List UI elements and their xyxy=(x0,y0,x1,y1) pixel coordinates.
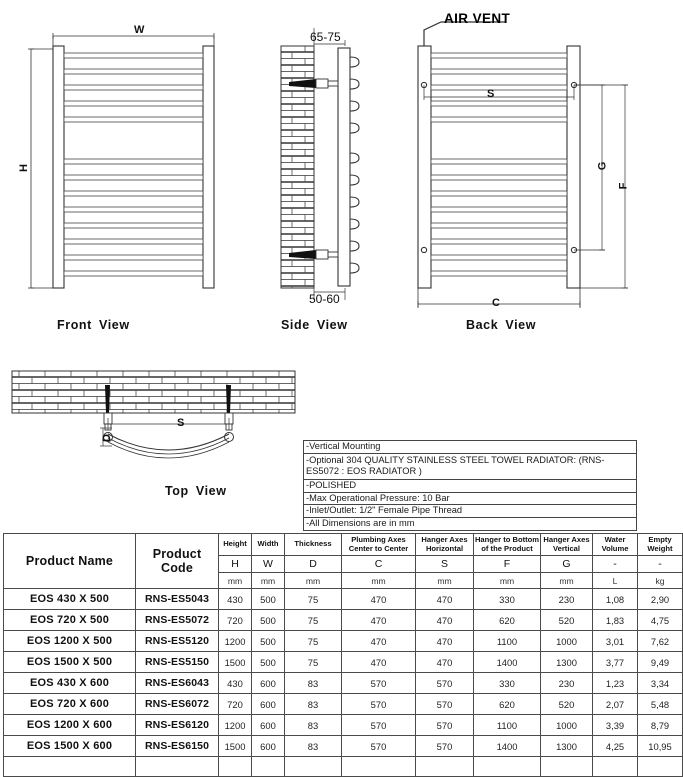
table-row-empty xyxy=(4,757,683,777)
table-row xyxy=(4,736,683,757)
cell-value: 1400 xyxy=(474,652,541,673)
cell-empty xyxy=(252,757,285,777)
cell-empty xyxy=(342,757,416,777)
dimension-label-wall-gap-top: 65-75 xyxy=(310,30,341,44)
cell-value: 230 xyxy=(541,589,593,610)
cell-value: 470 xyxy=(416,589,474,610)
cell-product-name: EOS 430 X 600 xyxy=(4,673,136,694)
dimension-label-w: W xyxy=(134,24,145,36)
header-water-volume: Water Volume xyxy=(593,534,638,556)
side-view-drawing xyxy=(281,28,359,300)
cell-value: 470 xyxy=(416,610,474,631)
cell-value: 7,62 xyxy=(638,631,683,652)
cell-value: 470 xyxy=(416,631,474,652)
header-product-name: Product Name xyxy=(4,534,136,589)
cell-value: 1000 xyxy=(541,715,593,736)
table-row xyxy=(4,589,683,610)
cell-product-name: EOS 720 X 600 xyxy=(4,694,136,715)
unit-cell: mm xyxy=(342,573,416,589)
cell-value: 570 xyxy=(416,673,474,694)
cell-value: 600 xyxy=(252,715,285,736)
dimension-label-s-back: S xyxy=(487,88,495,100)
cell-value: 4,75 xyxy=(638,610,683,631)
cell-value: 570 xyxy=(342,694,416,715)
cell-product-code: RNS-ES5072 xyxy=(136,610,219,631)
symbol-cell: G xyxy=(541,556,593,573)
cell-product-code: RNS-ES6150 xyxy=(136,736,219,757)
symbol-cell: D xyxy=(285,556,342,573)
unit-cell: L xyxy=(593,573,638,589)
unit-cell: mm xyxy=(474,573,541,589)
cell-empty xyxy=(474,757,541,777)
header-height: Height xyxy=(219,534,252,556)
symbol-cell: F xyxy=(474,556,541,573)
symbol-cell: - xyxy=(593,556,638,573)
symbol-cell: - xyxy=(638,556,683,573)
note-item: -Optional 304 QUALITY STAINLESS STEEL TOWEL RADIATOR: (RNS-ES5072 : EOS RADIATOR ) xyxy=(304,454,636,480)
caption-front-view: Front View xyxy=(57,318,130,332)
cell-value: 500 xyxy=(252,631,285,652)
cell-value: 1100 xyxy=(474,715,541,736)
cell-value: 470 xyxy=(342,652,416,673)
cell-value: 620 xyxy=(474,610,541,631)
header-hanger-axes-vertical: Hanger Axes Vertical xyxy=(541,534,593,556)
cell-value: 520 xyxy=(541,610,593,631)
header-product-code: Product Code xyxy=(136,534,219,589)
cell-value: 1300 xyxy=(541,736,593,757)
header-plumbing-axes: Plumbing Axes Center to Center xyxy=(342,534,416,556)
cell-value: 75 xyxy=(285,631,342,652)
cell-value: 2,90 xyxy=(638,589,683,610)
cell-value: 430 xyxy=(219,673,252,694)
cell-value: 83 xyxy=(285,715,342,736)
specification-notes xyxy=(303,440,637,531)
cell-product-code: RNS-ES6072 xyxy=(136,694,219,715)
header-hanger-axes-horizontal: Hanger Axes Horizontal xyxy=(416,534,474,556)
cell-empty xyxy=(136,757,219,777)
cell-value: 720 xyxy=(219,694,252,715)
cell-product-code: RNS-ES5150 xyxy=(136,652,219,673)
product-spec-table xyxy=(3,533,683,777)
unit-cell: kg xyxy=(638,573,683,589)
cell-value: 2,07 xyxy=(593,694,638,715)
cell-value: 570 xyxy=(342,715,416,736)
symbol-cell: H xyxy=(219,556,252,573)
dimension-label-d: D xyxy=(100,434,113,442)
cell-product-name: EOS 430 X 500 xyxy=(4,589,136,610)
cell-value: 600 xyxy=(252,673,285,694)
cell-value: 430 xyxy=(219,589,252,610)
cell-empty xyxy=(638,757,683,777)
cell-value: 230 xyxy=(541,673,593,694)
note-item: -Vertical Mounting xyxy=(304,441,636,454)
unit-cell: mm xyxy=(541,573,593,589)
cell-value: 330 xyxy=(474,673,541,694)
cell-value: 1500 xyxy=(219,736,252,757)
table-header-row-group xyxy=(4,534,683,556)
cell-value: 1100 xyxy=(474,631,541,652)
note-item: -Max Operational Pressure: 10 Bar xyxy=(304,493,636,506)
cell-value: 470 xyxy=(342,631,416,652)
cell-product-name: EOS 1500 X 500 xyxy=(4,652,136,673)
cell-value: 1400 xyxy=(474,736,541,757)
cell-value: 570 xyxy=(416,694,474,715)
cell-value: 83 xyxy=(285,673,342,694)
cell-value: 4,25 xyxy=(593,736,638,757)
cell-value: 600 xyxy=(252,694,285,715)
cell-product-name: EOS 720 X 500 xyxy=(4,610,136,631)
cell-value: 470 xyxy=(342,610,416,631)
cell-value: 570 xyxy=(416,736,474,757)
cell-empty xyxy=(4,757,136,777)
cell-value: 500 xyxy=(252,589,285,610)
cell-value: 520 xyxy=(541,694,593,715)
cell-empty xyxy=(416,757,474,777)
cell-product-name: EOS 1500 X 600 xyxy=(4,736,136,757)
table-row xyxy=(4,631,683,652)
table-row xyxy=(4,673,683,694)
note-item: -Inlet/Outlet: 1/2" Female Pipe Thread xyxy=(304,505,636,518)
cell-empty xyxy=(285,757,342,777)
unit-cell: mm xyxy=(285,573,342,589)
dimension-label-f: F xyxy=(617,182,630,190)
cell-value: 75 xyxy=(285,589,342,610)
cell-value: 1,08 xyxy=(593,589,638,610)
cell-value: 570 xyxy=(342,736,416,757)
cell-value: 330 xyxy=(474,589,541,610)
cell-value: 3,39 xyxy=(593,715,638,736)
cell-value: 1,83 xyxy=(593,610,638,631)
cell-value: 720 xyxy=(219,610,252,631)
caption-top-view: Top View xyxy=(165,484,227,498)
table-row xyxy=(4,715,683,736)
cell-value: 8,79 xyxy=(638,715,683,736)
cell-value: 3,77 xyxy=(593,652,638,673)
unit-cell: mm xyxy=(252,573,285,589)
cell-value: 470 xyxy=(342,589,416,610)
cell-empty xyxy=(541,757,593,777)
table-row xyxy=(4,694,683,715)
dimension-label-c: C xyxy=(492,297,500,309)
cell-value: 75 xyxy=(285,652,342,673)
air-vent-label: AIR VENT xyxy=(444,11,511,26)
cell-product-code: RNS-ES5043 xyxy=(136,589,219,610)
cell-value: 570 xyxy=(342,673,416,694)
unit-cell: mm xyxy=(219,573,252,589)
caption-side-view: Side View xyxy=(281,318,348,332)
symbol-cell: S xyxy=(416,556,474,573)
cell-value: 500 xyxy=(252,652,285,673)
header-width: Width xyxy=(252,534,285,556)
top-view-drawing xyxy=(12,371,295,458)
cell-product-code: RNS-ES5120 xyxy=(136,631,219,652)
cell-value: 1,23 xyxy=(593,673,638,694)
cell-product-code: RNS-ES6043 xyxy=(136,673,219,694)
table-row xyxy=(4,610,683,631)
cell-empty xyxy=(219,757,252,777)
cell-value: 9,49 xyxy=(638,652,683,673)
cell-value: 570 xyxy=(416,715,474,736)
caption-back-view: Back View xyxy=(466,318,537,332)
cell-value: 470 xyxy=(416,652,474,673)
unit-cell: mm xyxy=(416,573,474,589)
cell-value: 500 xyxy=(252,610,285,631)
cell-value: 75 xyxy=(285,610,342,631)
cell-value: 1000 xyxy=(541,631,593,652)
cell-value: 83 xyxy=(285,736,342,757)
header-empty-weight: Empty Weight xyxy=(638,534,683,556)
header-thickness: Thickness xyxy=(285,534,342,556)
dimension-label-s-top: S xyxy=(177,417,185,429)
note-item: -POLISHED xyxy=(304,480,636,493)
cell-value: 10,95 xyxy=(638,736,683,757)
front-view-drawing xyxy=(28,33,214,288)
cell-empty xyxy=(593,757,638,777)
symbol-cell: C xyxy=(342,556,416,573)
cell-value: 3,01 xyxy=(593,631,638,652)
cell-product-code: RNS-ES6120 xyxy=(136,715,219,736)
dimension-label-wall-gap-bottom: 50-60 xyxy=(309,292,340,306)
dimension-label-h: H xyxy=(17,164,30,172)
cell-value: 1300 xyxy=(541,652,593,673)
dimension-label-g: G xyxy=(596,161,609,171)
cell-value: 620 xyxy=(474,694,541,715)
cell-value: 1200 xyxy=(219,715,252,736)
cell-value: 3,34 xyxy=(638,673,683,694)
cell-product-name: EOS 1200 X 600 xyxy=(4,715,136,736)
cell-value: 83 xyxy=(285,694,342,715)
symbol-cell: W xyxy=(252,556,285,573)
cell-value: 600 xyxy=(252,736,285,757)
cell-value: 5,48 xyxy=(638,694,683,715)
header-hanger-to-bottom: Hanger to Bottom of the Product xyxy=(474,534,541,556)
cell-value: 1500 xyxy=(219,652,252,673)
cell-product-name: EOS 1200 X 500 xyxy=(4,631,136,652)
table-row xyxy=(4,652,683,673)
cell-value: 1200 xyxy=(219,631,252,652)
note-item: -All Dimensions are in mm xyxy=(306,518,415,529)
